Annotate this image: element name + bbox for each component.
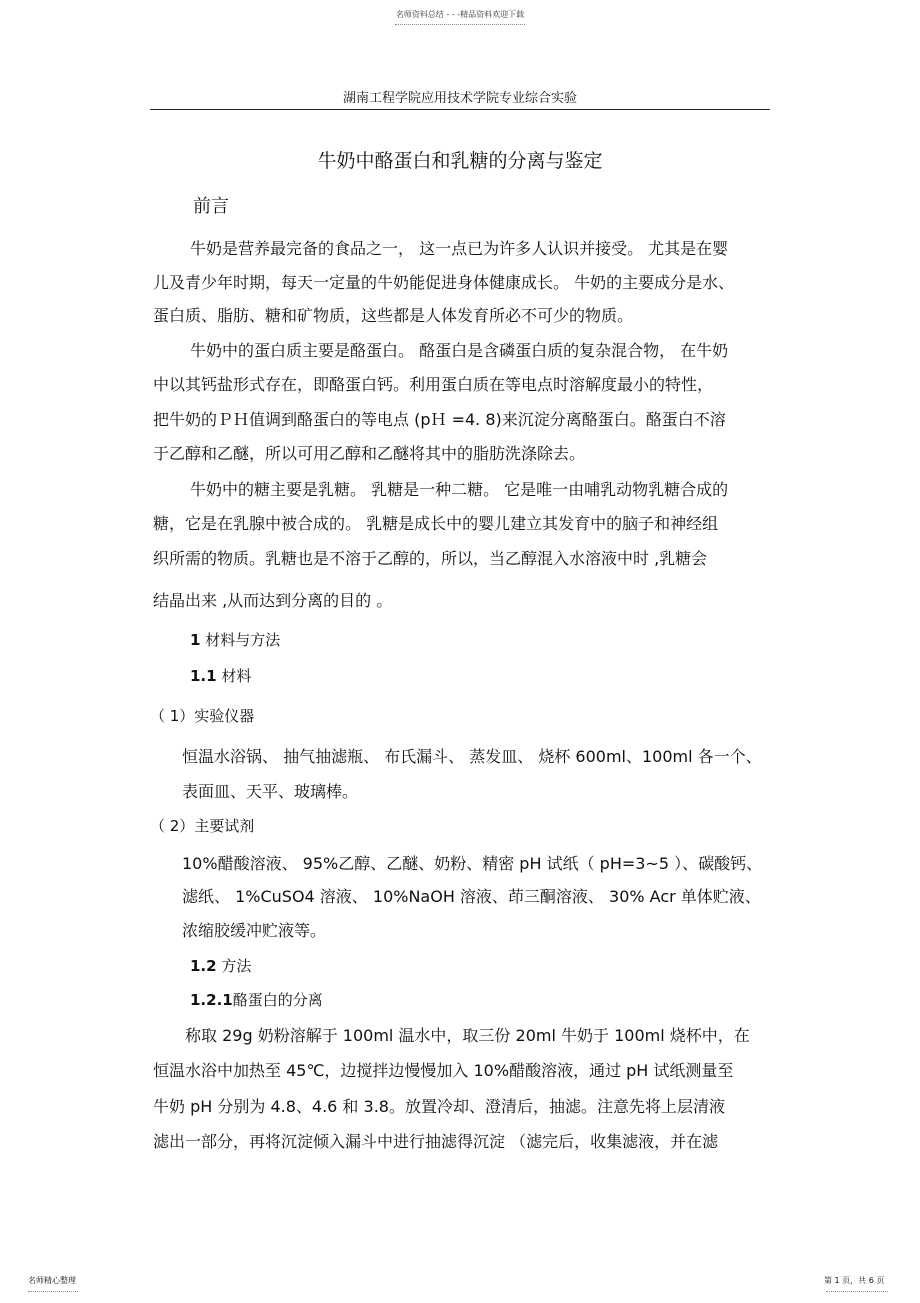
paragraph-line: 于乙醇和乙醚，所以可用乙醇和乙醚将其中的脂肪洗涤除去。 [153,444,586,463]
footer-dotted-line [28,1291,78,1292]
subsection-reagents: （ 2）主要试剂 [150,817,255,835]
header-rule [150,109,770,110]
reagent-line: 浓缩胶缓冲贮液等。 [182,921,327,940]
paragraph-line: 儿及青少年时期，每天一定量的牛奶能促进身体健康成长。 牛奶的主要成分是水、 [153,273,735,292]
paragraph-line: 织所需的物质。乳糖也是不溶于乙醇的，所以，当乙醇混入水溶液中时 ,乳糖会 [153,549,708,568]
section-heading-1-1: 1.1 材料 [190,667,252,685]
method-line: 滤出一部分，再将沉淀倾入漏斗中进行抽滤得沉淀 （滤完后，收集滤液，并在滤 [153,1132,719,1151]
top-watermark-note: 名师资料总结 - - -精品资料欢迎下载 [395,10,525,19]
paragraph-line: 蛋白质、脂肪、糖和矿物质，这些都是人体发育所必不可少的物质。 [153,306,634,325]
method-line: 牛奶 pH 分别为 4.8、4.6 和 3.8。放置冷却、澄清后，抽滤。注意先将上层清液 [153,1097,725,1116]
page-header: 湖南工程学院应用技术学院专业综合实验 [342,91,577,106]
paragraph-line: 中以其钙盐形式存在，即酪蛋白钙。利用蛋白质在等电点时溶解度最小的特性， [153,375,714,394]
method-line: 恒温水浴中加热至 45℃，边搅拌边慢慢加入 10%醋酸溶液，通过 pH 试纸测量至 [153,1061,734,1080]
paragraph-line: 结晶出来 ,从而达到分离的目的 。 [153,591,393,610]
document-title: 牛奶中酪蛋白和乳糖的分离与鉴定 [317,150,603,172]
paragraph-line: 糖，它是在乳腺中被合成的。 乳糖是成长中的婴儿建立其发育中的脑子和神经组 [153,514,719,533]
footer-left-note: 名师精心整理 [28,1276,76,1285]
top-dotted-line [395,24,525,25]
paragraph-line: 牛奶是营养最完备的食品之一， 这一点已为许多人认识并接受。 尤其是在婴 [190,239,729,258]
instrument-line: 恒温水浴锅、 抽气抽滤瓶、 布氏漏斗、 蒸发皿、 烧杯 600ml、100ml 各一个、 [182,747,762,766]
page-number: 第 1 页，共 6 页 [824,1276,885,1285]
section-heading-1-2-1: 1.2.1酪蛋白的分离 [190,991,323,1009]
paragraph-line: 牛奶中的蛋白质主要是酪蛋白。 酪蛋白是含磷蛋白质的复杂混合物， 在牛奶 [190,341,729,360]
footer-dotted-line [826,1291,888,1292]
reagent-line: 滤纸、 1%CuSO4 溶液、 10%NaOH 溶液、茚三酮溶液、 30% Acr 单体贮液、 [182,887,761,906]
paragraph-line: 把牛奶的ＰＨ值调到酪蛋白的等电点 (pＨ =4. 8)来沉淀分离酪蛋白。酪蛋白不溶 [153,410,726,429]
section-heading-1: 1 材料与方法 [190,631,281,649]
subsection-instruments: （ 1）实验仪器 [150,707,255,725]
method-line: 称取 29g 奶粉溶解于 100ml 温水中，取三份 20ml 牛奶于 100ml 烧杯中，在 [185,1026,750,1045]
instrument-line: 表面皿、天平、玻璃棒。 [182,782,359,801]
section-heading-1-2: 1.2 方法 [190,957,252,975]
reagent-line: 10%醋酸溶液、 95%乙醇、乙醚、奶粉、精密 pH 试纸（ pH=3~5 ）、碳酸钙、 [182,854,763,873]
paragraph-line: 牛奶中的糖主要是乳糖。 乳糖是一种二糖。 它是唯一由哺乳动物乳糖合成的 [190,480,729,499]
intro-heading: 前言 [193,196,229,217]
